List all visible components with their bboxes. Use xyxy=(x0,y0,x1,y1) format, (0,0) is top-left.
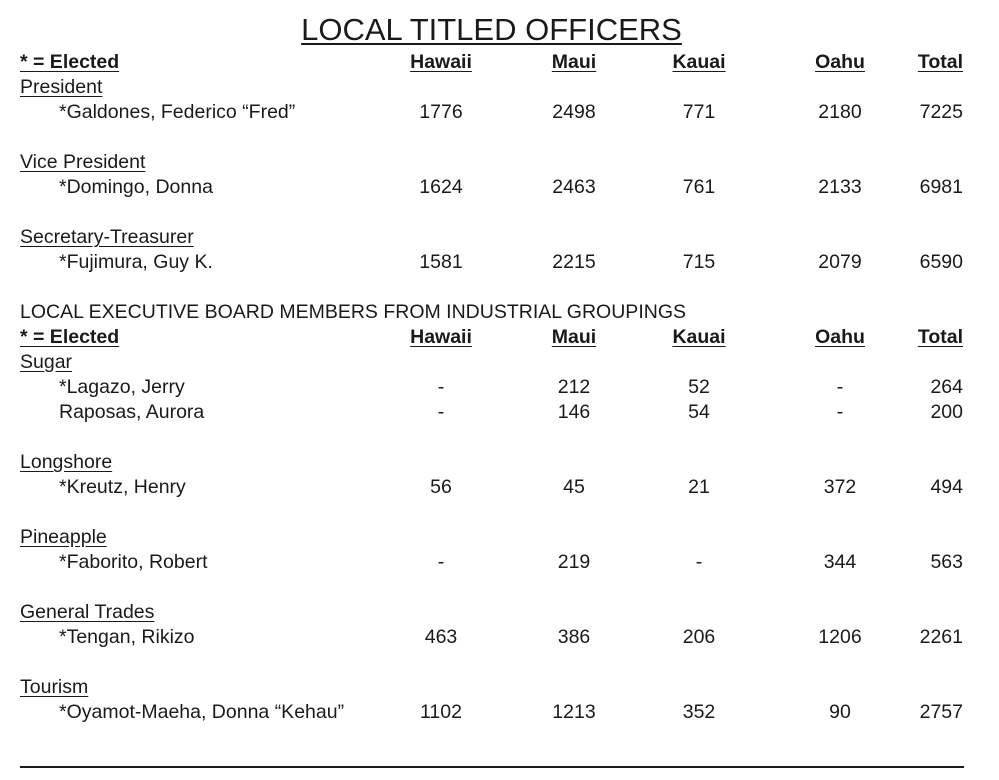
kauai-votes: 771 xyxy=(682,101,716,123)
group-label: Tourism xyxy=(20,676,89,698)
group-label: General Trades xyxy=(20,601,155,623)
maui-votes: 219 xyxy=(557,551,591,573)
maui-votes: 1213 xyxy=(552,701,596,723)
group-row xyxy=(0,600,999,625)
group-row xyxy=(0,350,999,375)
hawaii-votes: - xyxy=(437,401,445,423)
maui-votes: 2215 xyxy=(552,251,596,273)
total-votes: 6590 xyxy=(919,251,963,273)
board-heading: LOCAL EXECUTIVE BOARD MEMBERS FROM INDUSTRIAL GROUPINGS xyxy=(20,301,686,323)
kauai-votes: 352 xyxy=(682,701,716,723)
maui-votes: 45 xyxy=(563,476,585,498)
maui-votes: 146 xyxy=(557,401,591,423)
position-row xyxy=(0,75,999,100)
oahu-votes: 372 xyxy=(823,476,857,498)
candidate-name: *Galdones, Federico “Fred” xyxy=(59,101,296,123)
candidate-name: *Lagazo, Jerry xyxy=(59,376,185,398)
group-label: Longshore xyxy=(20,451,113,473)
column-header-kauai: Kauai xyxy=(672,326,726,348)
position-label: President xyxy=(20,76,103,98)
position-label: Secretary-Treasurer xyxy=(20,226,194,248)
maui-votes: 212 xyxy=(557,376,591,398)
candidate-name: *Fujimura, Guy K. xyxy=(59,251,213,273)
group-row xyxy=(0,525,999,550)
hawaii-votes: 1102 xyxy=(420,701,462,723)
oahu-votes: 2079 xyxy=(818,251,862,273)
hawaii-votes: 463 xyxy=(424,626,458,648)
candidate-name: *Faborito, Robert xyxy=(59,551,208,573)
total-votes: 2757 xyxy=(919,701,963,723)
elected-legend: * = Elected xyxy=(20,51,120,73)
maui-votes: 386 xyxy=(557,626,591,648)
column-header-hawaii: Hawaii xyxy=(410,51,472,73)
hawaii-votes: 56 xyxy=(430,476,452,498)
total-votes: 6981 xyxy=(919,176,963,198)
candidate-row xyxy=(0,375,999,400)
kauai-votes: 54 xyxy=(688,401,710,423)
total-votes: 563 xyxy=(930,551,963,573)
candidate-row xyxy=(0,475,999,500)
kauai-votes: 52 xyxy=(688,376,710,398)
title-text: LOCAL TITLED OFFICERS xyxy=(301,12,682,47)
page-title xyxy=(0,12,983,48)
candidate-row xyxy=(0,175,999,200)
candidate-row xyxy=(0,100,999,125)
hawaii-votes: 1581 xyxy=(419,251,463,273)
position-row xyxy=(0,225,999,250)
board-heading-row xyxy=(0,300,999,325)
kauai-votes: - xyxy=(695,551,703,573)
oahu-votes: 2133 xyxy=(818,176,862,198)
candidate-name: Raposas, Aurora xyxy=(59,401,205,423)
hawaii-votes: - xyxy=(437,376,445,398)
oahu-votes: 344 xyxy=(823,551,857,573)
candidate-name: *Kreutz, Henry xyxy=(59,476,186,498)
kauai-votes: 715 xyxy=(682,251,716,273)
maui-votes: 2498 xyxy=(552,101,596,123)
total-votes: 494 xyxy=(930,476,963,498)
column-header-maui: Maui xyxy=(551,326,597,348)
total-votes: 264 xyxy=(930,376,963,398)
candidate-row xyxy=(0,550,999,575)
group-row xyxy=(0,675,999,700)
oahu-votes: 1206 xyxy=(818,626,862,648)
position-row xyxy=(0,150,999,175)
total-votes: 200 xyxy=(930,401,963,423)
bottom-divider xyxy=(20,766,964,768)
hawaii-votes: 1624 xyxy=(419,176,463,198)
elected-legend: * = Elected xyxy=(20,326,120,348)
candidate-row xyxy=(0,250,999,275)
oahu-votes: - xyxy=(836,376,844,398)
column-header-maui: Maui xyxy=(551,51,597,73)
group-label: Pineapple xyxy=(20,526,107,548)
column-header-hawaii: Hawaii xyxy=(410,326,472,348)
candidate-row xyxy=(0,700,999,725)
hawaii-votes: 1776 xyxy=(419,101,463,123)
oahu-votes: - xyxy=(836,401,844,423)
column-header-total: Total xyxy=(917,51,963,73)
oahu-votes: 2180 xyxy=(818,101,862,123)
position-label: Vice President xyxy=(20,151,146,173)
candidate-row xyxy=(0,625,999,650)
column-header-total: Total xyxy=(917,326,963,348)
candidate-name: *Oyamot-Maeha, Donna “Kehau” xyxy=(59,701,345,723)
kauai-votes: 206 xyxy=(682,626,716,648)
kauai-votes: 761 xyxy=(682,176,716,198)
oahu-votes: 90 xyxy=(829,701,851,723)
column-header-oahu: Oahu xyxy=(815,51,865,73)
candidate-row xyxy=(0,400,999,425)
group-row xyxy=(0,450,999,475)
total-votes: 7225 xyxy=(919,101,963,123)
maui-votes: 2463 xyxy=(552,176,596,198)
candidate-name: *Tengan, Rikizo xyxy=(59,626,195,648)
hawaii-votes: - xyxy=(437,551,445,573)
total-votes: 2261 xyxy=(919,626,963,648)
kauai-votes: 21 xyxy=(688,476,710,498)
column-header-kauai: Kauai xyxy=(672,51,726,73)
column-header-oahu: Oahu xyxy=(815,326,865,348)
candidate-name: *Domingo, Donna xyxy=(59,176,213,198)
board-header-row xyxy=(0,325,999,350)
group-label: Sugar xyxy=(20,351,73,373)
officers-header-row xyxy=(0,50,999,75)
